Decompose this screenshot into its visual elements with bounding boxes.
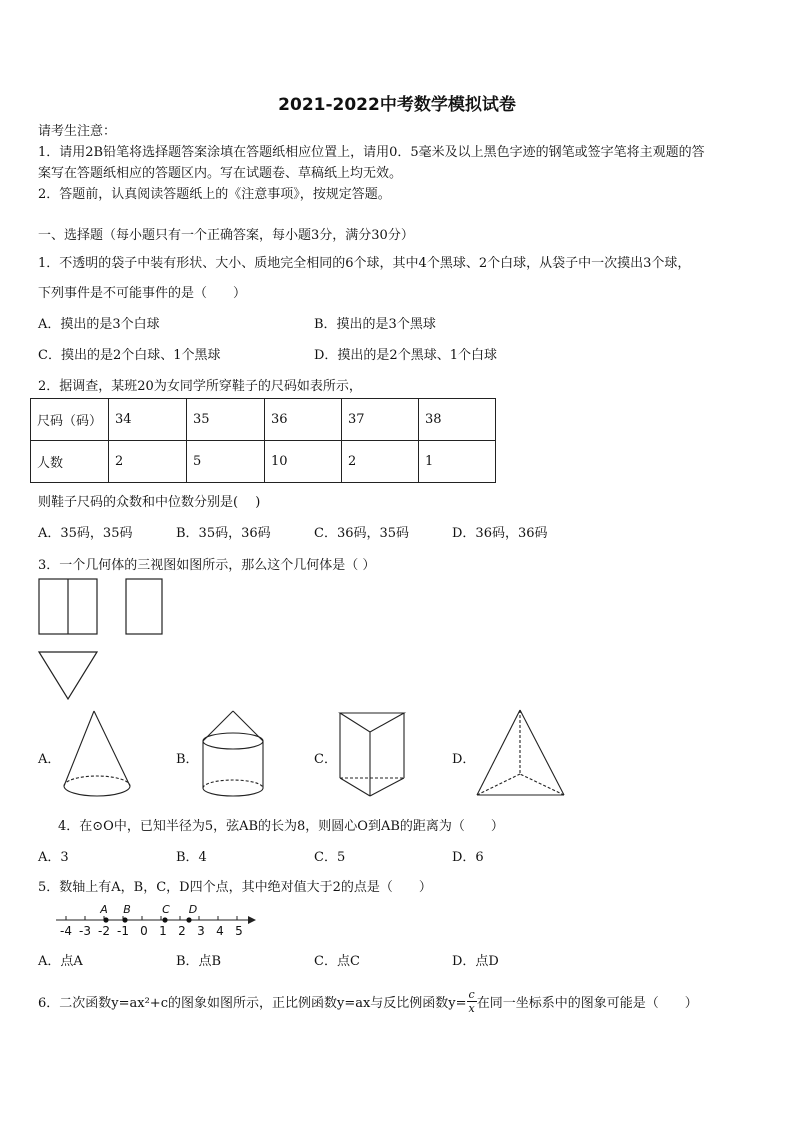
cone-on-cylinder-figure [196,708,272,802]
point-c [162,917,167,922]
number-line [52,900,262,940]
fraction-numerator: c [468,988,475,1001]
table-row [31,399,496,441]
tick-label: -4 [60,924,72,938]
point-label: A [100,903,108,916]
table-cell: 10 [265,441,342,483]
triangular-prism-figure [334,708,414,802]
q1-option-b: B．摸出的是3个黑球 [314,317,436,332]
q3-option-d: D． [452,752,476,767]
table-cell: 38 [419,399,496,441]
q5-option-b: B．点B [176,954,222,969]
q4-option-c: C．5 [314,850,346,865]
q4-option-a: A．3 [38,850,69,865]
table-cell: 尺码（码） [31,399,109,441]
table-cell: 37 [342,399,419,441]
table-cell: 2 [342,441,419,483]
point-label: C [162,903,170,916]
pyramid-figure [474,706,570,802]
q1-stem-b: 下列事件是不可能事件的是（ ） [38,286,247,301]
point-label: D [188,903,198,916]
top-view [39,652,97,699]
fraction-c-over-x [467,988,477,1015]
notice-line-1b: 案写在答题纸相应的答题区内。写在试题卷、草稿纸上均无效。 [38,166,403,181]
tick-label: 3 [197,924,205,938]
q1-stem-a: 1．不透明的袋子中装有形状、大小、质地完全相同的6个球，其中4个黑球、2个白球，从袋子中一次摸出3个球， [38,256,691,271]
cone-figure [60,708,136,802]
q2-option-b: B．35码，36码 [176,526,271,541]
point-label: B [123,903,131,916]
tick-label: -1 [117,924,129,938]
q5-option-d: D．点D [452,954,499,969]
q3-stem: 3．一个几何体的三视图如图所示，那么这个几何体是（ ） [38,558,376,573]
table-cell: 5 [187,441,265,483]
tick-label: 0 [140,924,148,938]
q6-stem [38,988,698,1015]
q2-question: 则鞋子尺码的众数和中位数分别是( ) [38,495,261,510]
point-d [186,917,191,922]
shoe-size-table [30,398,496,483]
table-cell: 人数 [31,441,109,483]
q5-option-a: A．点A [38,954,83,969]
section-heading: 一、选择题（每小题只有一个正确答案，每小题3分，满分30分） [38,228,414,243]
tick-label: 2 [178,924,186,938]
tick-label: -3 [79,924,91,938]
notice-line-1a: 1．请用2B铅笔将选择题答案涂填在答题纸相应位置上，请用0．5毫米及以上黑色字迹的钢笔或签字笔将主观题的答 [38,145,705,160]
q2-stem: 2．据调查，某班20为女同学所穿鞋子的尺码如表所示， [38,379,362,394]
point-a [103,917,108,922]
tick-label: 4 [216,924,224,938]
q6-stem-b: 在同一坐标系中的图象可能是（ ） [476,996,698,1011]
q4-option-d: D．6 [452,850,484,865]
point-b [122,917,127,922]
q5-stem: 5．数轴上有A，B，C，D四个点，其中绝对值大于2的点是（ ） [38,880,432,895]
q2-option-d: D．36码，36码 [452,526,548,541]
q1-option-d: D．摸出的是2个黑球、1个白球 [314,348,497,363]
q3-option-a: A． [38,752,61,767]
q4-option-b: B．4 [176,850,207,865]
three-view-figure [30,572,180,706]
table-row [31,441,496,483]
q1-option-a: A．摸出的是3个白球 [38,317,160,332]
q3-option-b: B． [176,752,199,767]
notice-line-2: 2．答题前，认真阅读答题纸上的《注意事项》，按规定答题。 [38,187,391,202]
tick-label: 5 [235,924,243,938]
table-cell: 34 [109,399,187,441]
table-cell: 35 [187,399,265,441]
q2-option-a: A．35码，35码 [38,526,133,541]
q1-option-c: C．摸出的是2个白球、1个黑球 [38,348,221,363]
tick-label: 1 [159,924,167,938]
tick-label: -2 [98,924,110,938]
q4-stem: 4．在⊙O中，已知半径为5，弦AB的长为8，则圆心O到AB的距离为（ ） [58,819,504,834]
fraction-denominator: x [468,1002,475,1015]
q5-option-c: C．点C [314,954,360,969]
q3-option-c: C． [314,752,337,767]
side-view [126,579,162,634]
notice-heading: 请考生注意： [38,124,117,139]
table-cell: 2 [109,441,187,483]
q6-stem-a: 6．二次函数y=ax²+c的图象如图所示，正比例函数y=ax与反比例函数y= [38,996,467,1011]
q2-option-c: C．36码，35码 [314,526,410,541]
page-title: 2021-2022中考数学模拟试卷 [278,95,516,115]
table-cell: 1 [419,441,496,483]
table-cell: 36 [265,399,342,441]
